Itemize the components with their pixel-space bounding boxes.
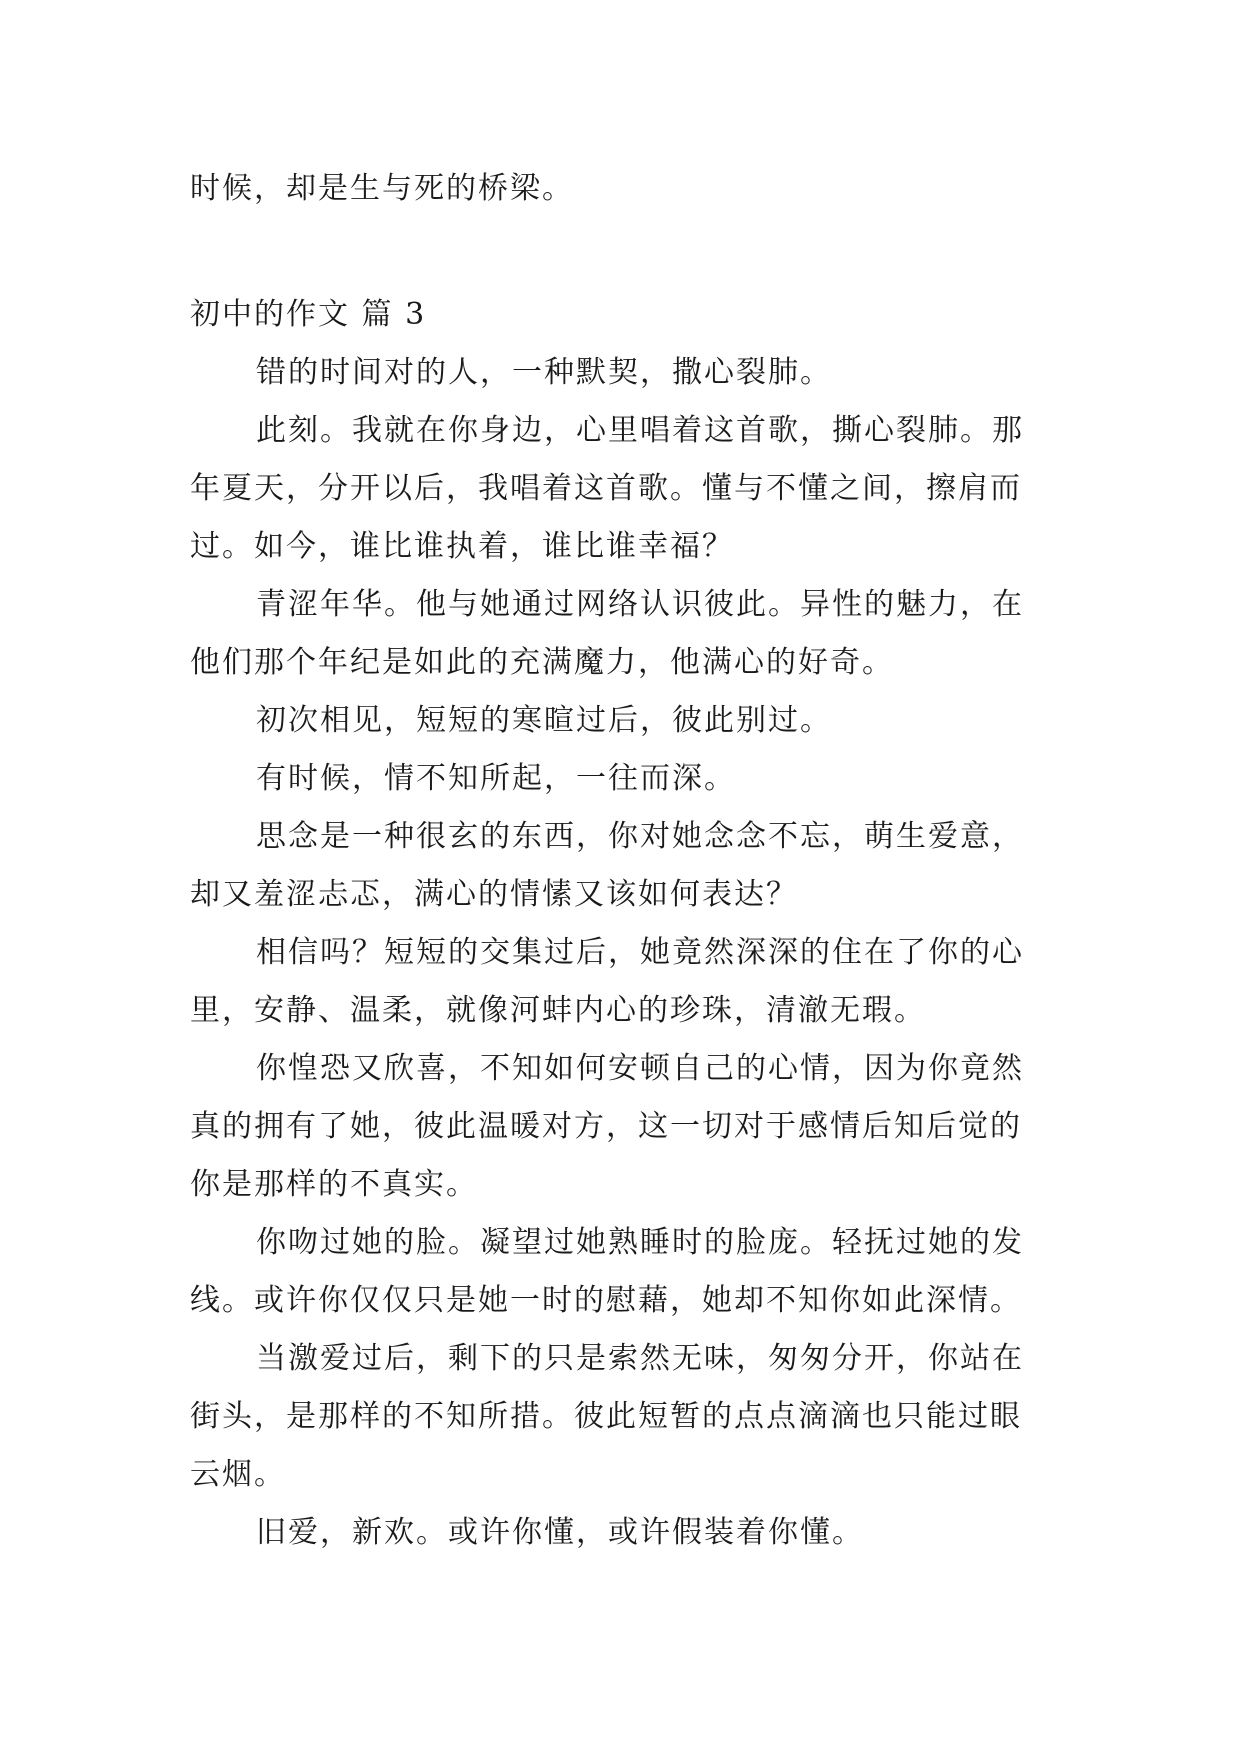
document-body: [190, 160, 1050, 1562]
paragraph-line: 线。或许你仅仅只是她一时的慰藉，她却不知你如此深情。: [190, 1283, 1022, 1318]
paragraph: [190, 808, 1050, 924]
paragraph: [190, 402, 1050, 576]
paragraph: [190, 1214, 1050, 1330]
paragraph-line: 错的时间对的人，一种默契，撒心裂肺。: [256, 355, 832, 390]
paragraph-line: 旧爱，新欢。或许你懂，或许假装着你懂。: [256, 1515, 864, 1550]
paragraph: [190, 924, 1050, 1040]
paragraph-line: 当激爱过后，剩下的只是索然无味，匆匆分开，你站在: [256, 1341, 1024, 1376]
lead-line: 时候，却是生与死的桥梁。: [190, 171, 574, 206]
paragraph-line: 此刻。我就在你身边，心里唱着这首歌，撕心裂肺。那: [256, 413, 1024, 448]
paragraph: [190, 344, 1050, 402]
paragraph-line: 你是那样的不真实。: [190, 1167, 478, 1202]
paragraph: [190, 1040, 1050, 1214]
paragraph-line: 云烟。: [190, 1457, 286, 1492]
paragraph: [190, 1504, 1050, 1562]
paragraph: [190, 576, 1050, 692]
paragraph-line: 却又羞涩忐忑，满心的情愫又该如何表达？: [190, 877, 798, 912]
paragraph: [190, 692, 1050, 750]
section-heading: 初中的作文 篇 3: [190, 297, 427, 332]
paragraph-line: 相信吗？短短的交集过后，她竟然深深的住在了你的心: [256, 935, 1024, 970]
paragraph-line: 思念是一种很玄的东西，你对她念念不忘，萌生爱意，: [256, 819, 1024, 854]
paragraph-line: 青涩年华。他与她通过网络认识彼此。异性的魅力，在: [256, 587, 1024, 622]
paragraph-line: 他们那个年纪是如此的充满魔力，他满心的好奇。: [190, 645, 894, 680]
paragraph-line: 真的拥有了她，彼此温暖对方，这一切对于感情后知后觉的: [190, 1109, 1022, 1144]
paragraph-line: 里，安静、温柔，就像河蚌内心的珍珠，清澈无瑕。: [190, 993, 926, 1028]
paragraph-line: 有时候，情不知所起，一往而深。: [256, 761, 736, 796]
paragraph-line: 你惶恐又欣喜，不知如何安顿自己的心情，因为你竟然: [256, 1051, 1024, 1086]
paragraph-line: 你吻过她的脸。凝望过她熟睡时的脸庞。轻抚过她的发: [256, 1225, 1024, 1260]
section-gap: [190, 218, 1050, 286]
paragraph-line: 年夏天，分开以后，我唱着这首歌。懂与不懂之间，擦肩而: [190, 471, 1022, 506]
paragraph: [190, 750, 1050, 808]
paragraph-line: 街头，是那样的不知所措。彼此短暂的点点滴滴也只能过眼: [190, 1399, 1022, 1434]
paragraph: [190, 1330, 1050, 1504]
paragraph-line: 过。如今，谁比谁执着，谁比谁幸福？: [190, 529, 734, 564]
paragraph-line: 初次相见，短短的寒暄过后，彼此别过。: [256, 703, 832, 738]
